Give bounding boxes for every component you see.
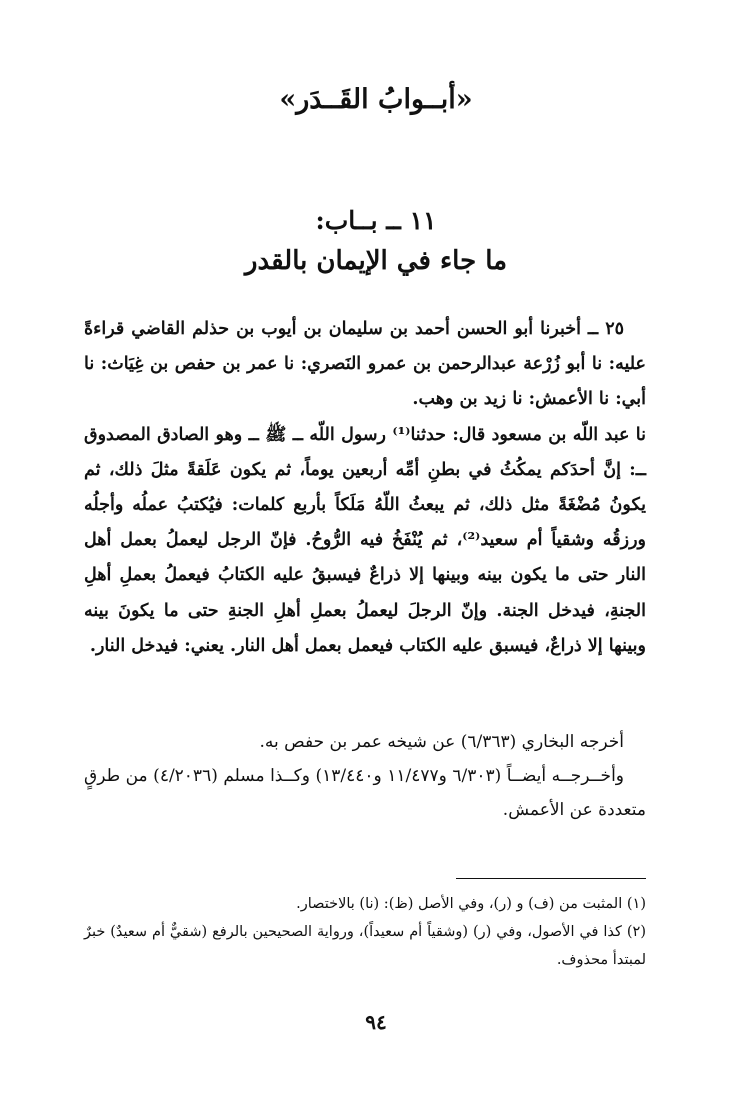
bab-number: ١١ ــ بــاب: <box>315 206 437 235</box>
takhrij-line-1: أخرجه البخاري (٦/٣٦٣) عن شيخه عمر بن حفص به. <box>259 732 624 752</box>
chapter-title: «أبــوابُ القَــدَر» <box>279 84 473 115</box>
footnote-1: (١) المثبت من (ف) و (ر)، وفي الأصل (ظ): (نا) بالاختصار. <box>296 896 646 912</box>
page-number: ٩٤ <box>365 1010 387 1034</box>
footnote-divider <box>456 878 646 879</box>
hadith-text <box>84 312 646 664</box>
footnotes <box>84 890 646 974</box>
bab-title: ما جاء في الإيمان بالقدر <box>244 246 508 276</box>
footnote-2: (٢) كذا في الأصول، وفي (ر) (وشقياً أم سعيداً)، ورواية الصحيحين بالرفع (شقيٌّ أم سعيدٌ) خبرٌ لمبتدأ محذوف. <box>84 924 646 968</box>
hadith-matn: نا عبد اللّه بن مسعود قال: حدثنا⁽¹⁾ رسول اللّه ــ ﷺ ــ وهو الصادق المصدوق ــ: إنَّ أحدَكم يمكُثُ في بطنِ أمِّه أربعين يوماً، ثم يكون عَلَقةً مثلَ ذلك، ثم يكونُ مُضْغَةً مثل ذلك، ثم يبعثُ اللّهُ مَلَكاً بأربع كلمات: فيُكتبُ عملُه وأجلُه ورزقُه وشقياً أم سعيد⁽²⁾، ثم يُنْفَخُ فيه الرُّوحُ. فإنّ الرجل ليعملُ بعمل أهل النار حتى ما يكون بينه وبينها إلا ذراعٌ فيسبقُ عليه الكتابُ فيعملُ بعملِ أهلِ الجنةِ، فيدخل الجنة. وإنّ الرجلَ ليعملُ بعملِ أهلِ الجنةِ حتى ما يكونَ بينه وبينها إلا ذراعٌ، فيسبق عليه الكتاب فيعمل بعمل أهل النار. يعني: فيدخل النار. <box>84 424 646 656</box>
hadith-isnad: ٢٥ ــ أخبرنا أبو الحسن أحمد بن سليمان بن أيوب بن حذلم القاضي قراءةً عليه: نا أبو زُرْعة عبدالرحمن بن عمرو النَصري: نا عمر بن حفص بن غِيَاث: نا أبي: نا الأعمش: نا زيد بن وهب. <box>84 319 646 410</box>
takhrij-line-2: وأخــرجــه أيضــاً (٦/٣٠٣ و١١/٤٧٧ و١٣/٤٤٠) وكــذا مسلم (٤/٢٠٣٦) من طرقٍ متعددة عن الأعمش. <box>84 766 646 820</box>
takhrij-section <box>84 725 646 827</box>
